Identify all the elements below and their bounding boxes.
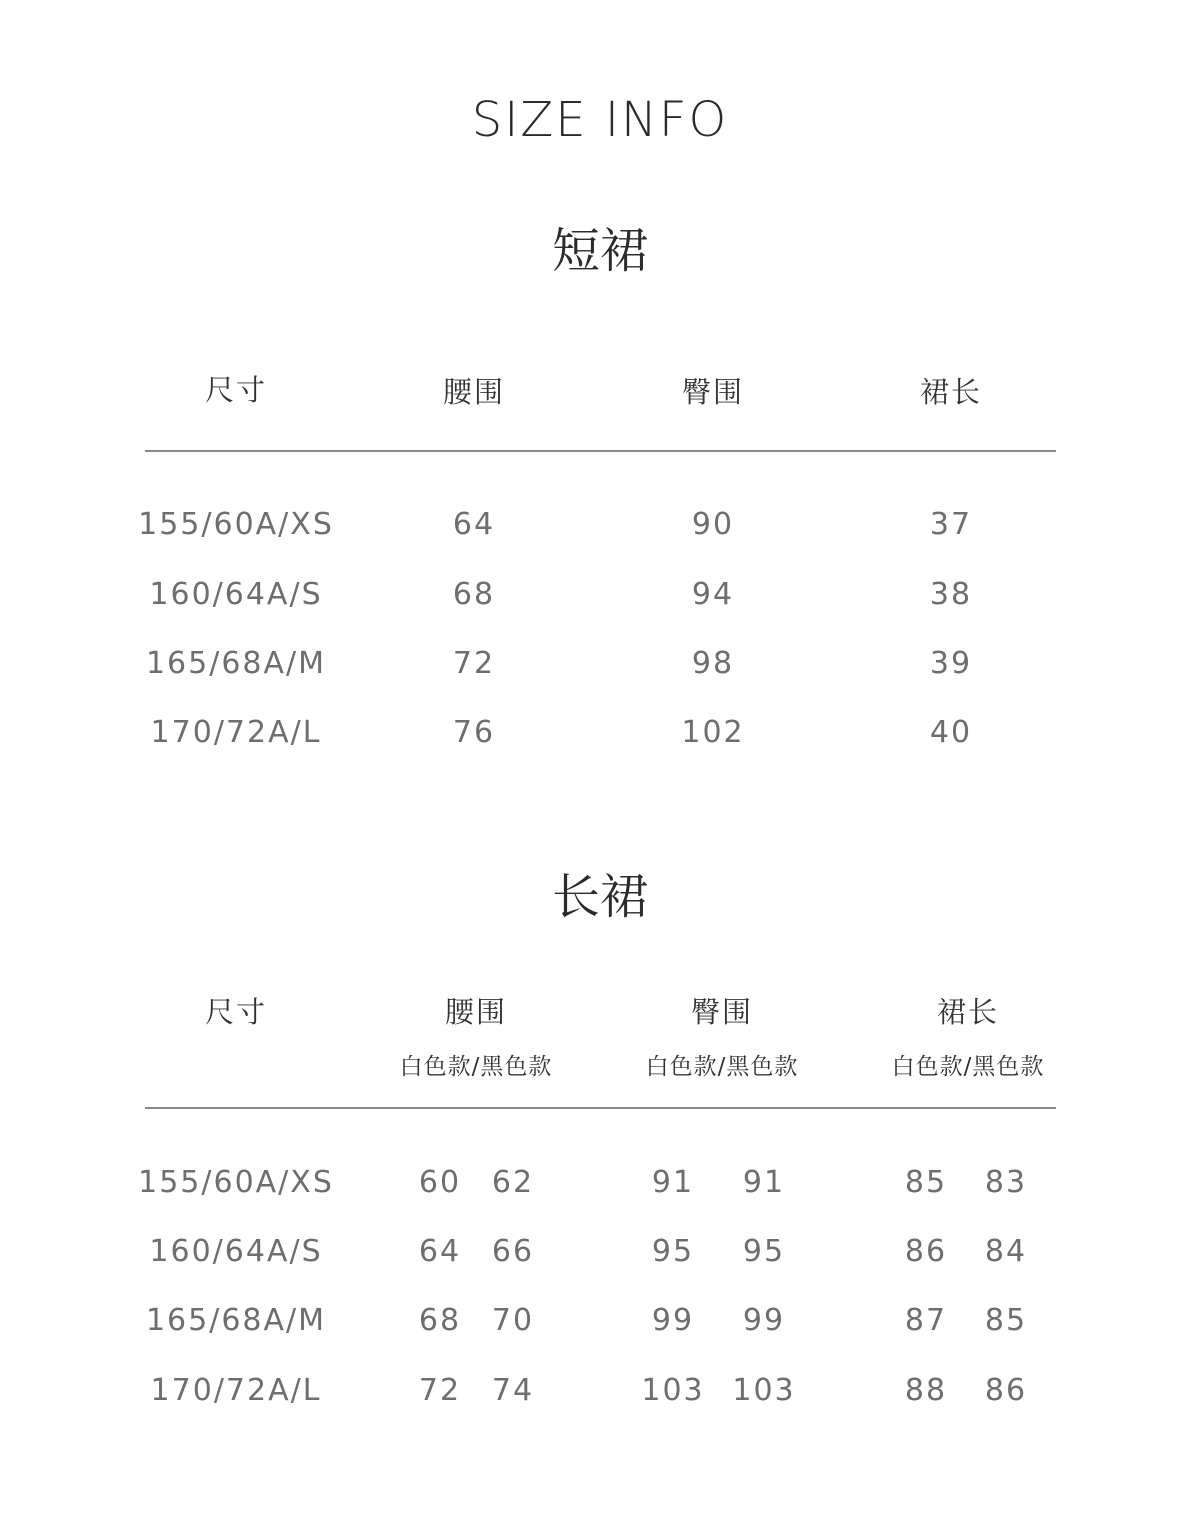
- header-size: 尺寸: [204, 995, 268, 1029]
- short-skirt-title: 短裙: [551, 223, 649, 279]
- length-white-cell: 87: [904, 1303, 948, 1338]
- waist-cell: 68: [452, 577, 496, 612]
- hip-black-cell: 95: [742, 1234, 786, 1269]
- length-white-cell: 85: [904, 1165, 948, 1200]
- header-waist: 腰围: [442, 375, 506, 409]
- page-title: SIZE INFO: [471, 92, 729, 148]
- length-cell: 38: [929, 577, 973, 612]
- size-cell: 165/68A/M: [145, 646, 327, 681]
- hip-cell: 90: [691, 507, 735, 542]
- hip-cell: 94: [691, 577, 735, 612]
- waist-white-cell: 60: [418, 1165, 462, 1200]
- waist-black-cell: 66: [491, 1234, 535, 1269]
- header-waist: 腰围: [444, 995, 508, 1029]
- header-length: 裙长: [919, 375, 983, 409]
- length-white-cell: 86: [904, 1234, 948, 1269]
- length-white-cell: 88: [904, 1373, 948, 1408]
- waist-white-cell: 64: [418, 1234, 462, 1269]
- hip-cell: 98: [691, 646, 735, 681]
- size-cell: 160/64A/S: [149, 577, 323, 612]
- waist-black-cell: 74: [491, 1373, 535, 1408]
- length-cell: 39: [929, 646, 973, 681]
- hip-white-cell: 95: [651, 1234, 695, 1269]
- waist-cell: 72: [452, 646, 496, 681]
- header-size: 尺寸: [204, 373, 268, 407]
- size-cell: 155/60A/XS: [138, 1165, 334, 1200]
- hip-black-cell: 91: [742, 1165, 786, 1200]
- size-cell: 170/72A/L: [150, 1373, 322, 1408]
- header-length: 裙长: [936, 995, 1000, 1029]
- waist-black-cell: 70: [491, 1303, 535, 1338]
- length-black-cell: 84: [984, 1234, 1028, 1269]
- length-cell: 40: [929, 715, 973, 750]
- hip-black-cell: 99: [742, 1303, 786, 1338]
- size-cell: 160/64A/S: [149, 1234, 323, 1269]
- waist-white-cell: 68: [418, 1303, 462, 1338]
- hip-white-cell: 91: [651, 1165, 695, 1200]
- subheader-length: 白色款/黑色款: [891, 1054, 1045, 1080]
- waist-black-cell: 62: [491, 1165, 535, 1200]
- long-skirt-title: 长裙: [551, 869, 649, 925]
- size-cell: 165/68A/M: [145, 1303, 327, 1338]
- size-cell: 170/72A/L: [150, 715, 322, 750]
- length-cell: 37: [929, 507, 973, 542]
- hip-black-cell: 103: [732, 1373, 796, 1408]
- waist-white-cell: 72: [418, 1373, 462, 1408]
- hip-cell: 102: [681, 715, 745, 750]
- hip-white-cell: 103: [641, 1373, 705, 1408]
- header-divider: [145, 1107, 1056, 1109]
- header-hip: 臀围: [681, 375, 745, 409]
- length-black-cell: 86: [984, 1373, 1028, 1408]
- hip-white-cell: 99: [651, 1303, 695, 1338]
- header-hip: 臀围: [690, 995, 754, 1029]
- subheader-hip: 白色款/黑色款: [645, 1054, 799, 1080]
- size-cell: 155/60A/XS: [138, 507, 334, 542]
- subheader-waist: 白色款/黑色款: [399, 1054, 553, 1080]
- header-divider: [145, 450, 1056, 452]
- length-black-cell: 83: [984, 1165, 1028, 1200]
- waist-cell: 76: [452, 715, 496, 750]
- length-black-cell: 85: [984, 1303, 1028, 1338]
- waist-cell: 64: [452, 507, 496, 542]
